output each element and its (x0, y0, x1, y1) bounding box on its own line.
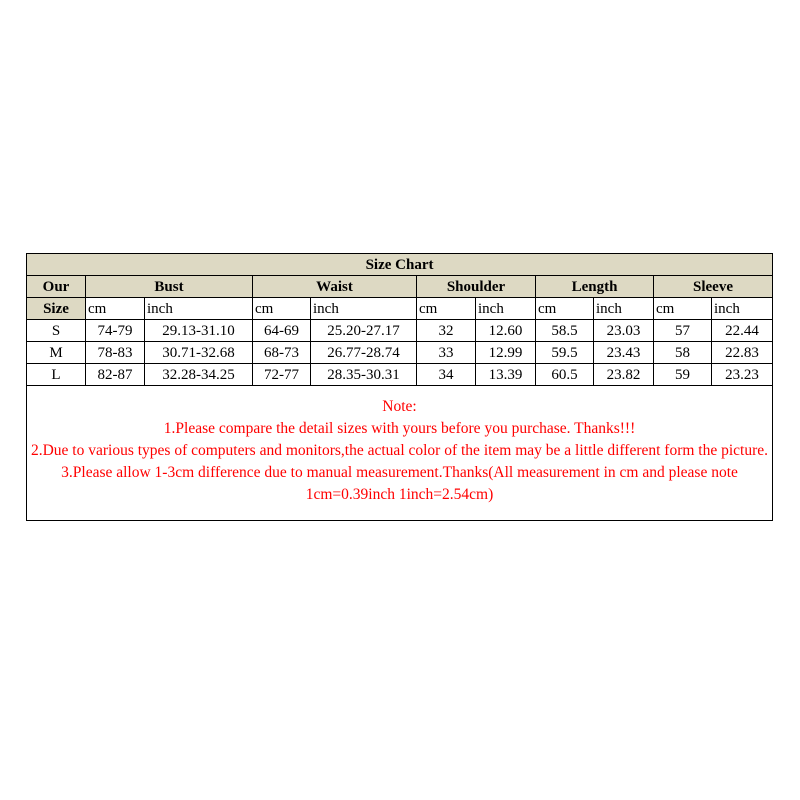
table-cell: 13.39 (476, 364, 536, 386)
sleeve-header: Sleeve (654, 276, 773, 298)
table-cell: 82-87 (86, 364, 145, 386)
note-item: 3.Please allow 1-3cm difference due to manual measurement.Thanks(All measurement in cm and please note 1cm=0.39inch 1inch=2.54cm) (61, 464, 738, 503)
table-cell: 29.13-31.10 (145, 320, 253, 342)
table-cell: 28.35-30.31 (311, 364, 417, 386)
chart-title: Size Chart (27, 254, 773, 276)
table-cell: 30.71-32.68 (145, 342, 253, 364)
table-cell: 22.83 (712, 342, 773, 364)
size-column-header-top: Our (27, 276, 86, 298)
note-item: 1.Please compare the detail sizes with yours before you purchase. Thanks!!! (163, 420, 636, 437)
table-cell: 12.99 (476, 342, 536, 364)
table-cell: 32 (417, 320, 476, 342)
table-cell: 32.28-34.25 (145, 364, 253, 386)
shoulder-cm-unit: cm (417, 298, 476, 320)
sleeve-cm-unit: cm (654, 298, 712, 320)
unit-header-row (27, 298, 773, 320)
length-inch-unit: inch (594, 298, 654, 320)
length-header: Length (536, 276, 654, 298)
notes-row (27, 386, 773, 521)
table-cell: 78-83 (86, 342, 145, 364)
size-label: L (27, 364, 86, 386)
waist-inch-unit: inch (311, 298, 417, 320)
table-cell: 34 (417, 364, 476, 386)
bust-cm-unit: cm (86, 298, 145, 320)
table-cell: 25.20-27.17 (311, 320, 417, 342)
table-cell: 26.77-28.74 (311, 342, 417, 364)
shoulder-header: Shoulder (417, 276, 536, 298)
table-cell: 68-73 (253, 342, 311, 364)
size-label: M (27, 342, 86, 364)
length-cm-unit: cm (536, 298, 594, 320)
table-cell: 57 (654, 320, 712, 342)
measurement-header-row (27, 276, 773, 298)
table-cell: 23.82 (594, 364, 654, 386)
table-row (27, 364, 773, 386)
table-cell: 23.03 (594, 320, 654, 342)
table-cell: 22.44 (712, 320, 773, 342)
table-cell: 59 (654, 364, 712, 386)
table-cell: 59.5 (536, 342, 594, 364)
notes-section (27, 386, 773, 521)
title-row (27, 254, 773, 276)
table-row (27, 320, 773, 342)
table-row (27, 342, 773, 364)
bust-header: Bust (86, 276, 253, 298)
shoulder-inch-unit: inch (476, 298, 536, 320)
size-column-header-bottom: Size (27, 298, 86, 320)
table-cell: 23.23 (712, 364, 773, 386)
table-cell: 58 (654, 342, 712, 364)
table-cell: 58.5 (536, 320, 594, 342)
table-cell: 74-79 (86, 320, 145, 342)
size-label: S (27, 320, 86, 342)
table-cell: 33 (417, 342, 476, 364)
table-cell: 60.5 (536, 364, 594, 386)
size-chart-table (26, 253, 773, 521)
table-cell: 72-77 (253, 364, 311, 386)
table-cell: 64-69 (253, 320, 311, 342)
table-cell: 12.60 (476, 320, 536, 342)
table-cell: 23.43 (594, 342, 654, 364)
notes-heading: Note: (382, 398, 417, 415)
waist-cm-unit: cm (253, 298, 311, 320)
sleeve-inch-unit: inch (712, 298, 773, 320)
waist-header: Waist (253, 276, 417, 298)
note-item: 2.Due to various types of computers and monitors,the actual color of the item may be a little different form the picture. (30, 442, 769, 459)
bust-inch-unit: inch (145, 298, 253, 320)
